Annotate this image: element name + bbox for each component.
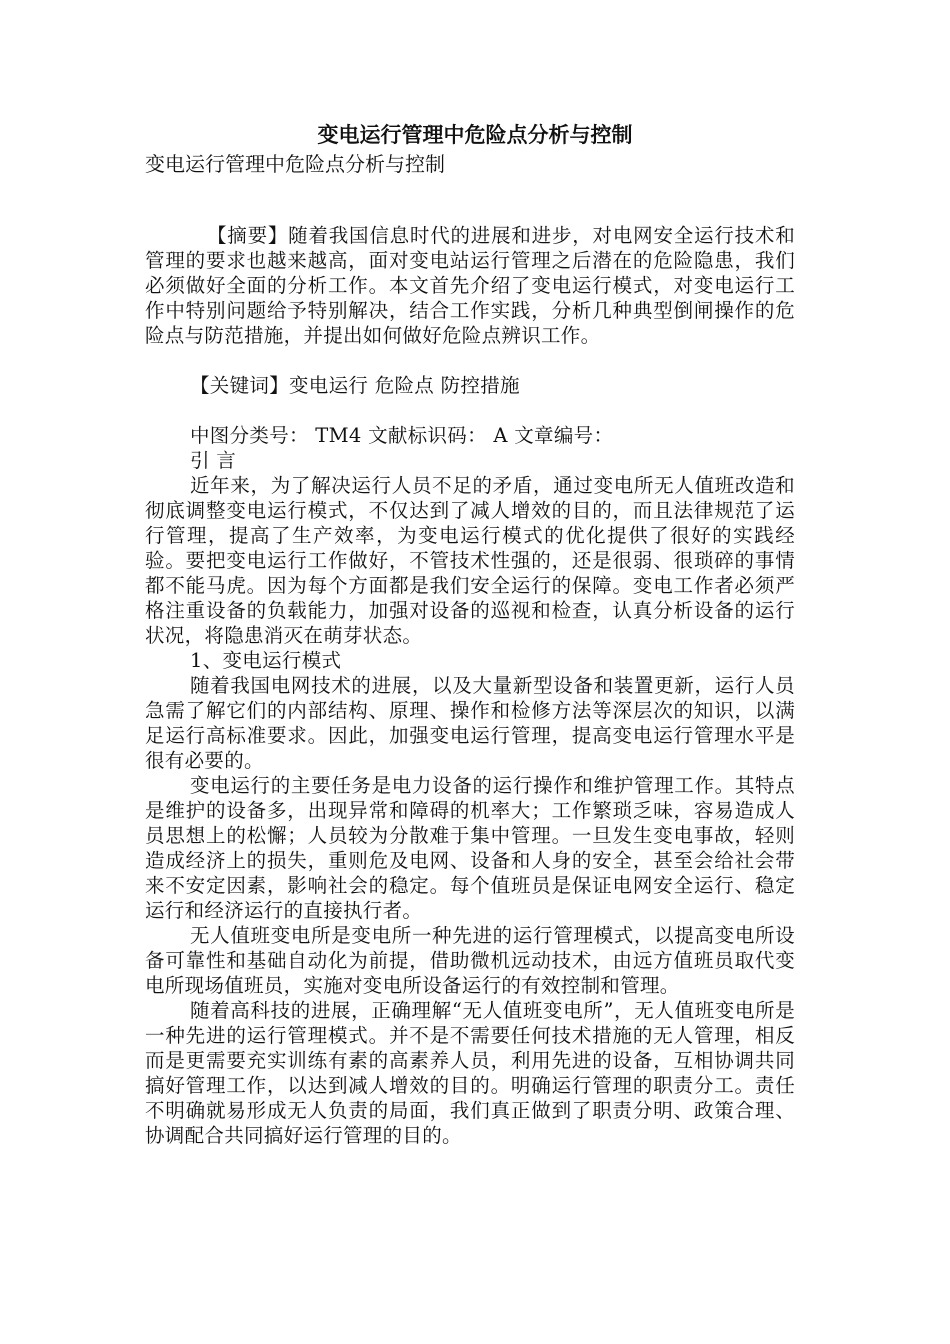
body-paragraph: 变电运行的主要任务是电力设备的运行操作和维护管理工作。其特点是维护的设备多，出现异常和障碍的机率大；工作繁琐乏味，容易造成人员思想上的松懈；人员较为分散难于集中管理。一旦发生变电事故，轻则造成经济上的损失，重则危及电网、设备和人身的安全，甚至会给社会带来不安定因素，影响社会的稳定。每个值班员是保证电网安全运行、稳定运行和经济运行的直接执行者。	[145, 774, 795, 922]
classification-line: 中图分类号： TM4 文献标识码： A 文章编号：	[190, 424, 614, 447]
keywords-line: 【关键词】变电运行 危险点 防控措施	[190, 374, 520, 397]
intro-paragraph: 近年来，为了解决运行人员不足的矛盾，通过变电所无人值班改造和彻底调整变电运行模式，不仅达到了减人增效的目的，而且法律规范了运行管理，提高了生产效率，为变电运行模式的优化提供了很好的实践经验。要把变电运行工作做好，不管技术性强的，还是很弱、很琐碎的事情都不能马虎。因为每个方面都是我们安全运行的保障。变电工作者必须严格注重设备的负载能力，加强对设备的巡视和检查，认真分析设备的运行状况，将隐患消灭在萌芽状态。	[145, 474, 795, 647]
document-title: 变电运行管理中危险点分析与控制	[317, 123, 633, 147]
document-body	[145, 198, 795, 1148]
body-paragraph: 随着高科技的进展，正确理解“无人值班变电所”，无人值班变电所是一种先进的运行管理模式。并不是不需要任何技术措施的无人管理，相反而是更需要充实训练有素的高素养人员，利用先进的设备，互相协调共同搞好管理工作，以达到减人增效的目的。明确运行管理的职责分工。责任不明确就易形成无人负责的局面，我们真正做到了职责分明、政策合理、协调配合共同搞好运行管理的目的。	[145, 999, 795, 1147]
body-paragraph: 无人值班变电所是变电所一种先进的运行管理模式，以提高变电所设备可靠性和基础自动化为前提，借助微机远动技术，由远方值班员取代变电所现场值班员，实施对变电所设备运行的有效控制和管理。	[145, 924, 795, 997]
body-paragraph: 随着我国电网技术的进展，以及大量新型设备和装置更新，运行人员急需了解它们的内部结构、原理、操作和检修方法等深层次的知识，以满足运行高标准要求。因此，加强变电运行管理，提高变电运行管理水平是很有必要的。	[145, 674, 795, 772]
abstract-paragraph: 【摘要】随着我国信息时代的进展和进步，对电网安全运行技术和管理的要求也越来越高，面对变电站运行管理之后潜在的危险隐患，我们必须做好全面的分析工作。本文首先介绍了变电运行模式，对变电运行工作中特别问题给予特别解决，结合工作实践，分析几种典型倒闸操作的危险点与防范措施，并提出如何做好危险点辨识工作。	[145, 224, 795, 347]
intro-heading: 引 言	[190, 449, 237, 472]
section-heading: 1、变电运行模式	[190, 649, 342, 672]
document-subtitle: 变电运行管理中危险点分析与控制	[145, 152, 445, 176]
